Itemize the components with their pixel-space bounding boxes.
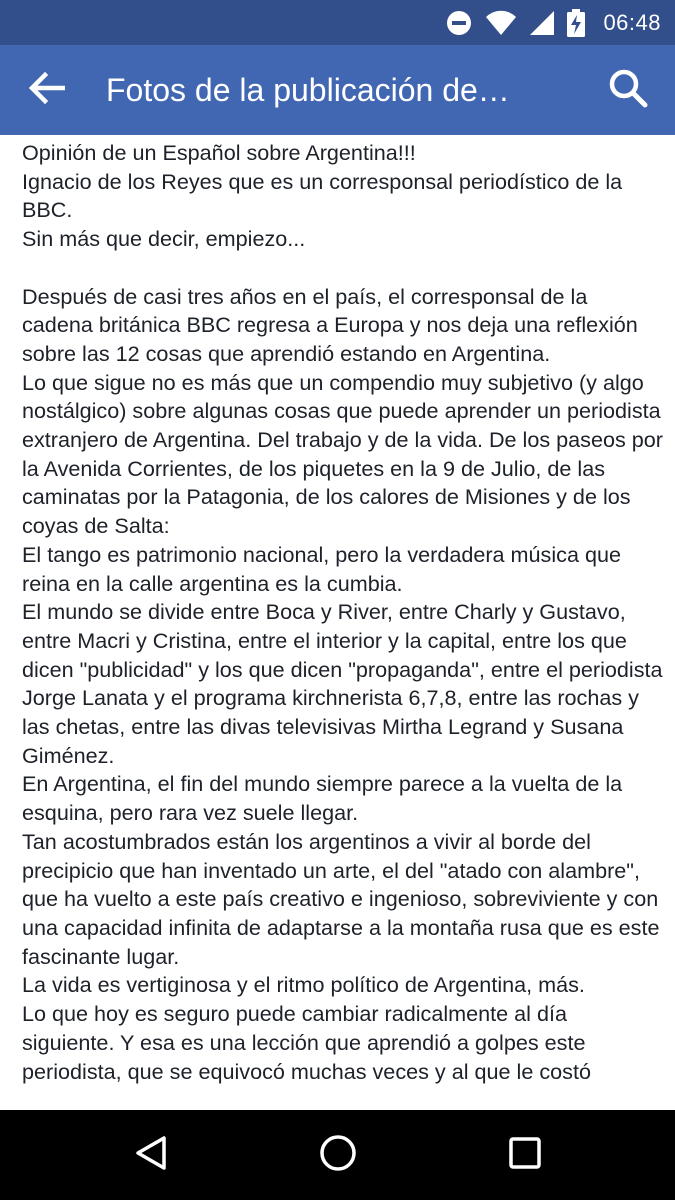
status-icons — [433, 0, 661, 45]
nav-home-button[interactable] — [313, 1130, 363, 1180]
app-bar — [0, 45, 675, 135]
arrow-left-icon — [29, 72, 65, 109]
do-not-disturb-icon — [445, 9, 473, 37]
cell-signal-icon — [529, 10, 555, 36]
back-button[interactable] — [22, 65, 72, 115]
nav-recents-icon — [508, 1136, 542, 1175]
search-button[interactable] — [603, 65, 653, 115]
page-title: Fotos de la publicación de… — [106, 72, 510, 108]
nav-recents-button[interactable] — [500, 1130, 550, 1180]
status-bar — [0, 0, 675, 45]
status-time: 06:48 — [603, 9, 661, 35]
navigation-bar — [0, 1110, 675, 1200]
nav-home-icon — [319, 1134, 357, 1177]
post-content[interactable] — [0, 135, 675, 1110]
post-text: Opinión de un Español sobre Argentina!!! Ignacio de los Reyes que es un corresponsal periodístico de la BBC. Sin más que decir, empiezo... Después de casi tres años en el país, el corresponsal de la cadena británica BBC regresa a Europa y nos deja una reflexión sobre las 12 cosas que aprendió estando en Argentina. Lo que sigue no es más que un compendio muy subjetivo (y algo nostálgico) sobre algunas cosas que puede aprender un periodista extranjero de Argentina. Del trabajo y de la vida. De los paseos por la Avenida Corrientes, de los piquetes en la 9 de Julio, de las caminatas por la Patagonia, de los calores de Misiones y de los coyas de Salta: El tango es patrimonio nacional, pero la verdadera música que reina en la calle argentina es la cumbia. El mundo se divide entre Boca y River, entre Charly y Gustavo, entre Macri y Cristina, entre el interior y la capital, entre los que dicen "publicidad" y los que dicen "propaganda", entre el periodista Jorge Lanata y el programa kirchnerista 6,7,8, entre las rochas y las chetas, entre las divas televisivas Mirtha Legrand y Susana Giménez. En Argentina, el fin del mundo siempre parece a la vuelta de la esquina, pero rara vez suele llegar. Tan acostumbrados están los argentinos a vivir al borde del precipicio que han inventado un arte, el del "atado con alambre", que ha vuelto a este país creativo e ingenioso, sobreviviente y con una capacidad infinita de adaptarse a la montaña rusa que es este fascinante lugar. La vida es vertiginosa y el ritmo político de Argentina, más. Lo que hoy es seguro puede cambiar radicalmente al día siguiente. Y esa es una lección que aprendió a golpes este periodista, que se equivocó muchas veces y al que le costó — [22, 140, 663, 1084]
search-icon — [608, 68, 648, 113]
nav-back-button[interactable] — [126, 1130, 176, 1180]
nav-back-icon — [134, 1135, 168, 1176]
wifi-icon — [485, 10, 517, 36]
battery-charging-icon — [567, 9, 585, 37]
